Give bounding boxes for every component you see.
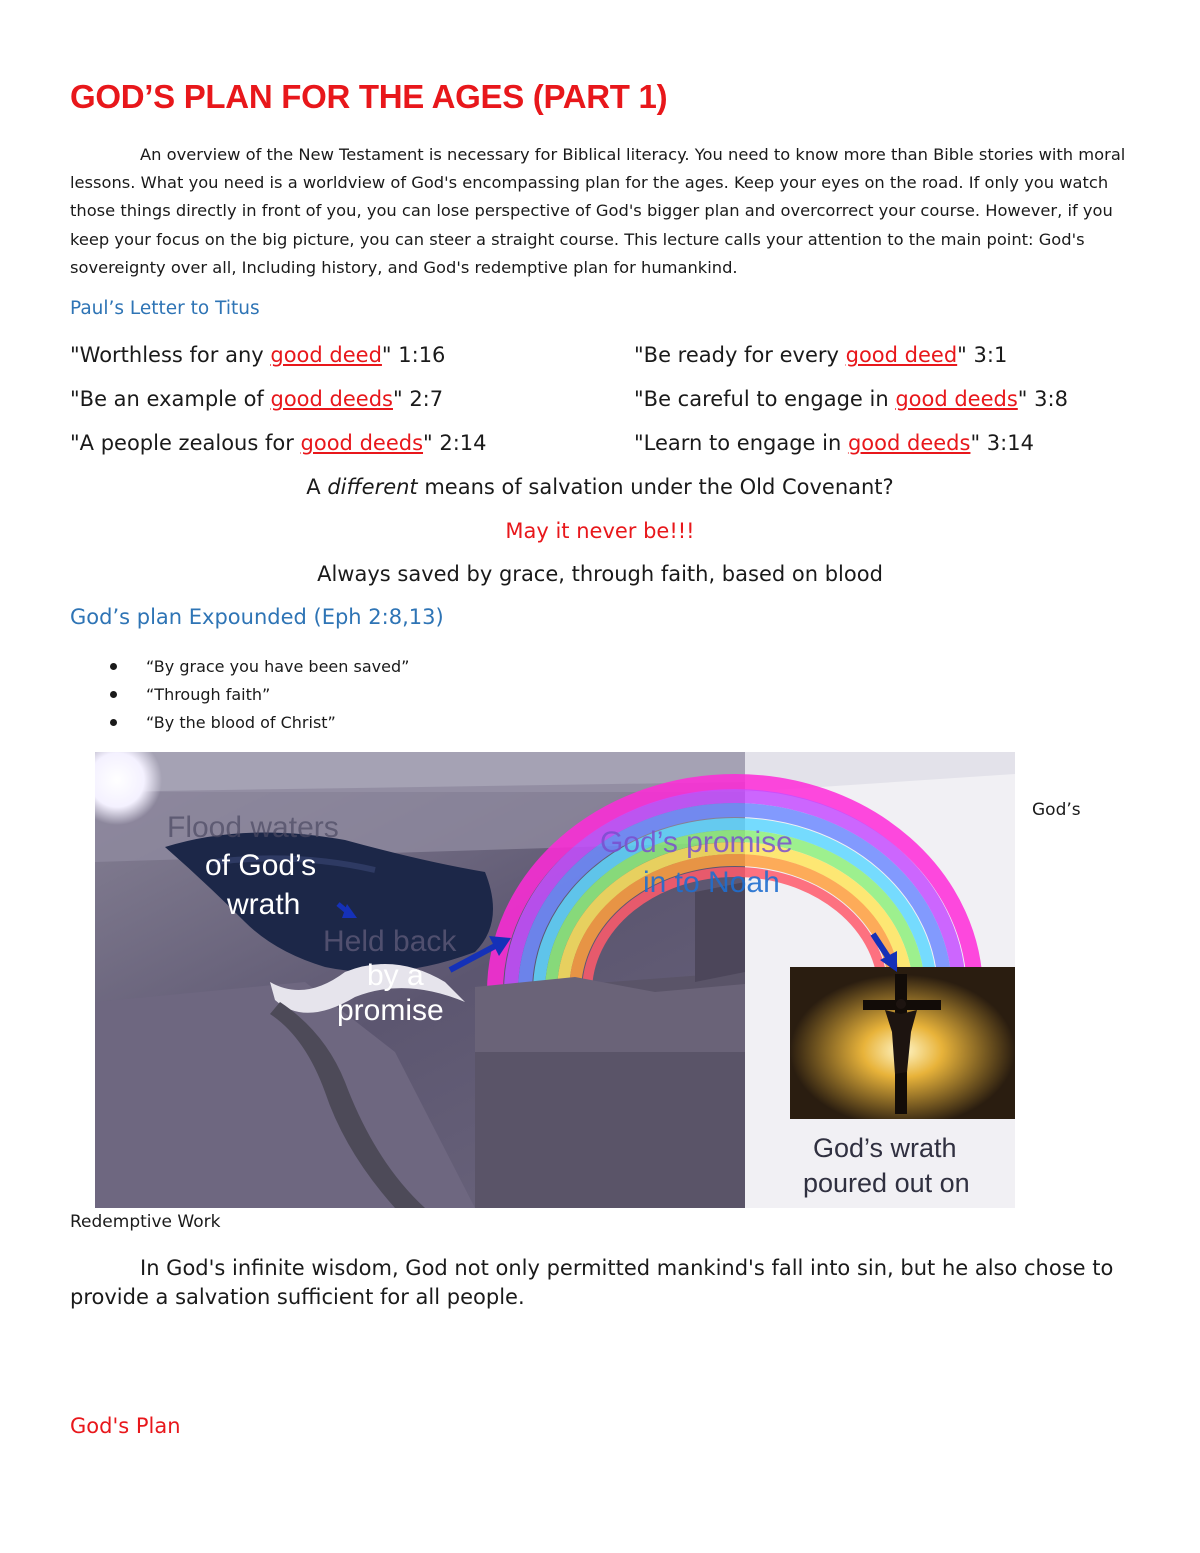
bullet-icon [110, 719, 117, 726]
wrath-label-1: God’s wrath [813, 1133, 957, 1163]
good-deeds-link: good deeds [270, 387, 393, 411]
good-deeds-link: good deeds [895, 387, 1018, 411]
never-be-answer: May it never be!!! [505, 519, 695, 543]
intro-paragraph [70, 141, 1135, 282]
figure-illustration [95, 752, 1015, 1208]
verse-3-8: "Be careful to engage in good deeds" 3:8 [634, 387, 1068, 411]
good-deeds-link: good deeds [300, 431, 424, 455]
flood-label-3: wrath [227, 888, 301, 921]
side-caption: God’s [1032, 800, 1081, 820]
held-label-3: promise [337, 994, 444, 1027]
eph-bullet-list [110, 653, 409, 737]
verse-3-14: "Learn to engage in good deeds" 3:14 [634, 431, 1034, 455]
good-deed-link: good deed [845, 343, 958, 367]
titus-heading: Paul’s Letter to Titus [70, 298, 260, 319]
bullet-icon [110, 663, 117, 670]
verse-2-7: "Be an example of good deeds" 2:7 [70, 387, 444, 411]
redemptive-heading: Redemptive Work [70, 1212, 221, 1232]
always-saved-line: Always saved by grace, through faith, based on blood [317, 562, 883, 586]
page-title: GOD’S PLAN FOR THE AGES (PART 1) [70, 78, 668, 115]
list-item: “By grace you have been saved” [110, 653, 409, 681]
verse-3-1: "Be ready for every good deed" 3:1 [634, 343, 1008, 367]
dam-rainbow-cross-image [95, 752, 1015, 1208]
verse-1-16: "Worthless for any good deed" 1:16 [70, 343, 446, 367]
held-label-1: Held back [323, 925, 457, 958]
redemptive-paragraph: In God's infinite wisdom, God not only permitted mankind's fall into sin, but he also chose to provide a salvation sufficient for all people. [70, 1256, 1114, 1309]
bullet-icon [110, 691, 117, 698]
held-label-2: by a [367, 959, 424, 992]
eph-heading: God’s plan Expounded (Eph 2:8,13) [70, 605, 444, 629]
promise-label-2: in to Noah [643, 866, 780, 899]
verse-2-14: "A people zealous for good deeds" 2:14 [70, 431, 487, 455]
good-deed-link: good deed [270, 343, 382, 367]
promise-label-1: God’s promise [600, 826, 793, 859]
gods-plan-heading: God's Plan [70, 1414, 181, 1438]
covenant-question: A different means of salvation under the Old Covenant? [306, 475, 894, 499]
flood-label-2: of God’s [205, 849, 317, 882]
list-item: “Through faith” [110, 681, 409, 709]
good-deeds-link: good deeds [847, 431, 971, 455]
list-item: “By the blood of Christ” [110, 709, 409, 737]
wrath-label-2: poured out on [803, 1168, 970, 1198]
flood-label-1: Flood waters [167, 811, 339, 844]
intro-text: An overview of the New Testament is necessary for Biblical literacy. You need to know more than Bible stories with moral lessons. What you need is a worldview of God's encompassing plan for the ages. Keep your eyes on the road. If only you watch those things directly in front of you, you can lose perspective of God's bigger plan and overcorrect your course. However, if you keep your focus on the big picture, you can steer a straight course. This lecture calls your attention to the main point: God's sovereignty over all, Including history, and God's redemptive plan for humankind. [70, 145, 1126, 277]
